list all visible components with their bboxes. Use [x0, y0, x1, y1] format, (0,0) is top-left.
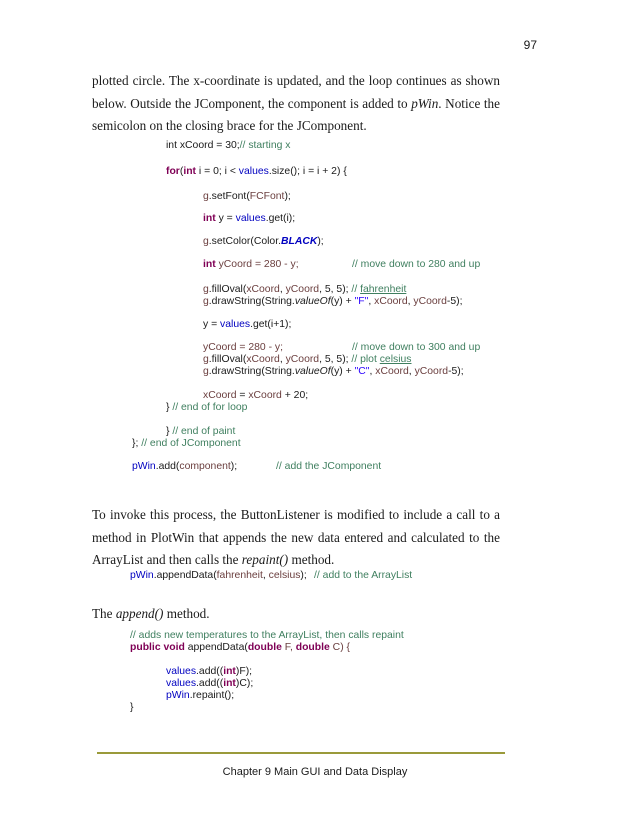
code-xcoord-increment: xCoord = xCoord + 20; — [203, 390, 309, 401]
footer-rule — [97, 752, 505, 754]
code-filloval-f: g.fillOval(xCoord, yCoord, 5, 5); // fahrenheit — [203, 284, 407, 295]
chapter-footer: Chapter 9 Main GUI and Data Display — [222, 766, 408, 778]
code-ycoord-300: yCoord = 280 - y; — [203, 342, 283, 353]
code-end-for-loop: } // end of for loop — [166, 402, 248, 413]
code-repaint: pWin.repaint(); — [166, 690, 235, 701]
append-heading: The append() method. — [92, 606, 210, 621]
code-drawstring-f: g.drawString(String.valueOf(y) + "F", xCoord, yCoord-5); — [203, 296, 463, 307]
invoke-paragraph: To invoke this process, the ButtonListener is modified to include a call to a method in PlotWin that appends the new data entered and calculated to the ArrayList and then calls the repaint() method. — [92, 507, 500, 567]
code-setcolor: g.setColor(Color.BLACK); — [203, 236, 324, 247]
page-number: 97 — [523, 38, 537, 52]
code-comment-300: // move down to 300 and up — [352, 342, 481, 353]
code-append-comment: // adds new temperatures to the ArrayList, then calls repaint — [130, 630, 404, 641]
code-comment-arraylist: // add to the ArrayList — [314, 570, 413, 581]
code-append-close: } — [130, 702, 134, 713]
code-comment-add: // add the JComponent — [276, 461, 382, 472]
code-for-loop: for(int i = 0; i < values.size(); i = i + 2) { — [166, 166, 347, 177]
code-get-y: int y = values.get(i); — [203, 213, 296, 224]
intro-paragraph: plotted circle. The x-coordinate is updated, and the loop continues as shown below. Outside the JComponent, the component is added to pWin. Notice the semicolon on the closing brace for the JComponent. — [92, 73, 501, 133]
code-append-signature: public void appendData(double F, double C) { — [130, 642, 351, 653]
code-filloval-c: g.fillOval(xCoord, yCoord, 5, 5); // plot celsius — [203, 354, 412, 365]
code-add-f: values.add((int)F); — [166, 666, 253, 677]
code-append-data-call: pWin.appendData(fahrenheit, celsius); — [130, 570, 307, 581]
code-end-paint: } // end of paint — [166, 426, 236, 437]
code-end-jcomponent: }; // end of JComponent — [132, 438, 241, 449]
code-xcoord-init: int xCoord = 30;// starting x — [166, 140, 291, 151]
code-add-c: values.add((int)C); — [166, 678, 254, 689]
code-pwin-add: pWin.add(component); — [132, 461, 238, 472]
code-comment-280: // move down to 280 and up — [352, 259, 481, 270]
code-setfont: g.setFont(FCFont); — [203, 191, 291, 202]
code-drawstring-c: g.drawString(String.valueOf(y) + "C", xCoord, yCoord-5); — [203, 366, 464, 377]
code-ycoord-280: int yCoord = 280 - y; — [203, 259, 299, 270]
code-get-next-y: y = values.get(i+1); — [203, 319, 292, 330]
